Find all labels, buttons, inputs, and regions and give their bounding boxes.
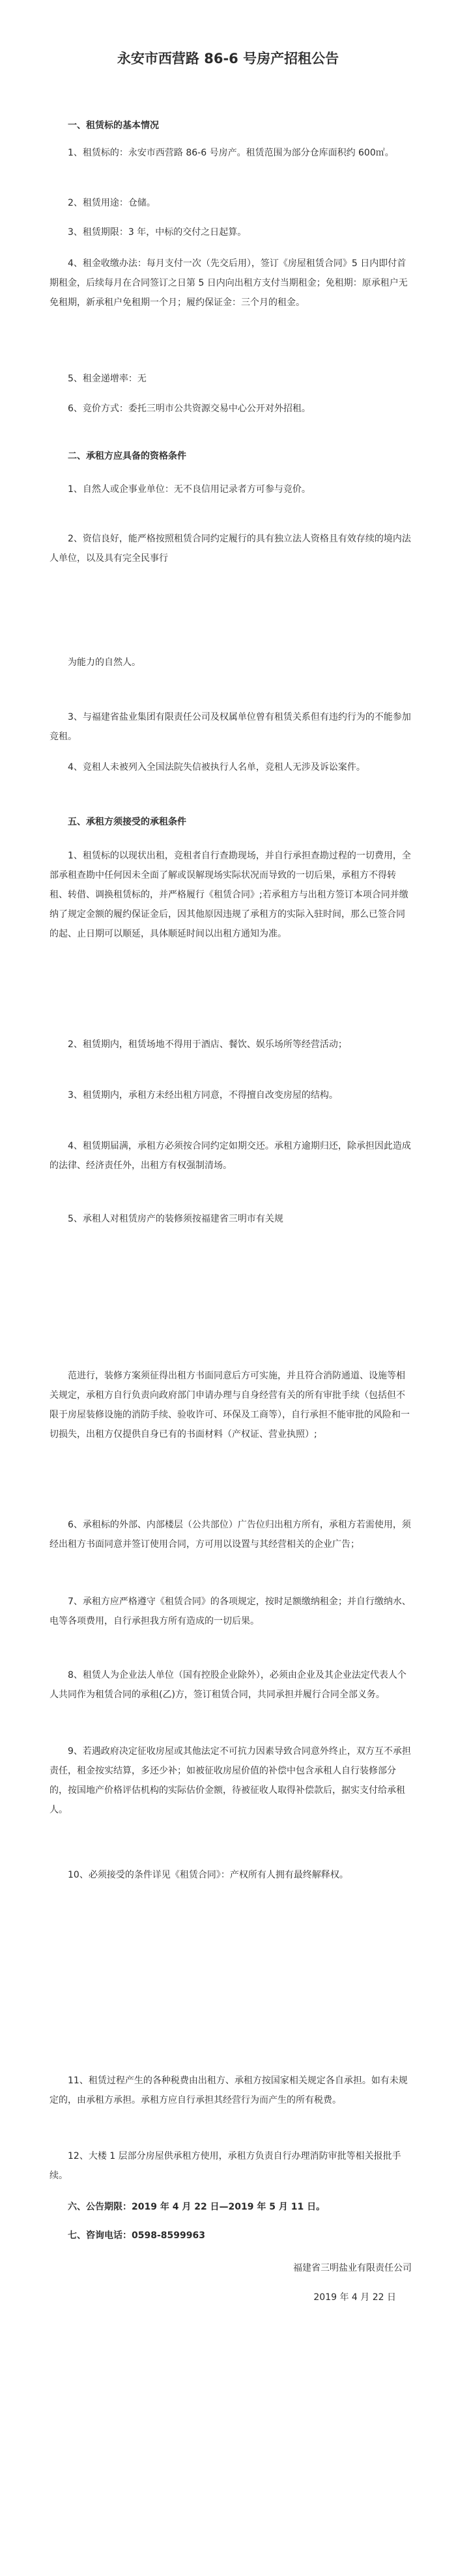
section-1-item-3: 3、租赁期限：3 年，中标的交付之日起算。 (68, 227, 247, 238)
section-5-item-2: 2、租赁期内，租赁场地不得用于酒店、餐饮、娱乐场所等经营活动； (68, 1039, 347, 1050)
section-2-item-2-continued: 为能力的自然人。 (68, 657, 141, 668)
signature-date: 2019 年 4 月 22 日 (313, 2292, 396, 2303)
section-5-item-7: 7、承租方应严格遵守《租赁合同》的各项规定，按时足额缴纳租金；并自行缴纳水、电等各项费用，自行承担我方所有造成的一切后果。 (50, 1596, 411, 1626)
section-1-item-6: 6、竞价方式：委托三明市公共资源交易中心公开对外招租。 (68, 404, 311, 414)
section-7-heading: 七、咨询电话：0598-8599963 (68, 2230, 205, 2241)
section-2-item-4: 4、竞租人未被列入全国法院失信被执行人名单，竞租人无涉及诉讼案件。 (68, 762, 365, 773)
section-2-item-1: 1、自然人或企事业单位：无不良信用记录者方可参与竞价。 (68, 484, 311, 495)
section-2-item-3: 3、与福建省盐业集团有限责任公司及权属单位曾有租赁关系但有违约行为的不能参加竞租。 (50, 712, 411, 742)
section-1-item-5: 5、租金递增率：无 (68, 374, 147, 384)
section-2-item-2: 2、资信良好，能严格按照租赁合同约定履行的具有独立法人资格且有效存续的境内法人单位，以及具有完全民事行 (50, 534, 411, 564)
section-5-item-8: 8、租赁人为企业法人单位（国有控股企业除外），必须由企业及其企业法定代表人个人共同作为租赁合同的承租(乙)方，签订租赁合同，共同承担并履行合同全部义务。 (50, 1670, 406, 1700)
section-5-item-11: 11、租赁过程产生的各种税费由出租方、承租方按国家相关规定各自承担。如有未规定的，由承租方承担。承租方应自行承担其经营行为而产生的所有税费。 (50, 2076, 408, 2105)
section-1-item-4: 4、租金收缴办法：每月支付一次（先交后用），签订《房屋租赁合同》5 日内即付首期租金，后续每月在合同签订之日第 5 日内向出租方支付当期租金；免租期：原承租户无免租期，新承租户免租期一个月；履约保证金：三个月的租金。 (50, 258, 408, 308)
section-2-heading: 二、承租方应具备的资格条件 (68, 451, 186, 461)
section-5-item-1: 1、租赁标的以现状出租，竞租者自行查勘现场，并自行承担查勘过程的一切费用，全部承租查勘中任何因未全面了解或误解现场实际状况而导致的一切后果，承租方不得转租、转借、调换租赁标的，并严格履行《租赁合同》;若承租方与出租方签订本项合同并缴纳了规定金额的履约保证金后，因其他原因违规了承租方的实际入驻时间，那么已签合同的起、止日期可以顺延，具体顺延时间以出租方通知为准。 (50, 851, 411, 939)
section-5-heading: 五、承租方须接受的承租条件 (68, 817, 186, 827)
section-1-item-1: 1、租赁标的：永安市西营路 86-6 号房产。租赁范围为部分仓库面积约 600㎡。 (68, 148, 394, 158)
signature-company: 福建省三明盐业有限责任公司 (293, 2263, 412, 2273)
section-1-item-2: 2、租赁用途：仓储。 (68, 198, 156, 208)
section-6-heading: 六、公告期限：2019 年 4 月 22 日—2019 年 5 月 11 日。 (68, 2202, 326, 2212)
section-5-item-9: 9、若遇政府决定征收房屋或其他法定不可抗力因素导致合同意外终止，双方互不承担责任，租金按实结算，多还少补；如被征收房屋价值的补偿中包含承租人自行装修部分的，按国地产价格评估机构的实际估价金额，待被征收人取得补偿款后，据实支付给承租人。 (50, 1746, 411, 1815)
section-5-item-4: 4、租赁期届满，承租方必须按合同约定如期交还。承租方逾期归还，除承担因此造成的法律、经济责任外，出租方有权强制清场。 (50, 1141, 411, 1171)
section-5-item-12: 12、大楼 1 层部分房屋供承租方使用，承租方负责自行办理消防审批等相关报批手续。 (50, 2151, 401, 2181)
section-5-item-5: 5、承租人对租赁房产的装修须按福建省三明市有关规 (68, 1214, 283, 1224)
section-5-item-5-continued: 范进行，装修方案须征得出租方书面同意后方可实施，并且符合消防通道、设施等相关规定，承租方自行负责向政府部门申请办理与自身经营有关的所有审批手续（包括但不限于房屋装修设施的消防手续、验收许可、环保及工商等），自行承担不能审批的风险和一切损失，出租方仅提供自身已有的书面材料（产权证、营业执照）; (50, 1371, 410, 1440)
section-5-item-3: 3、租赁期内，承租方未经出租方同意，不得擅自改变房屋的结构。 (68, 1090, 338, 1101)
section-1-heading: 一、租赁标的基本情况 (68, 120, 159, 131)
section-5-item-6: 6、承租标的外部、内部楼层（公共部位）广告位归出租方所有，承租方若需使用，须经出租方书面同意并签订使用合同，方可用以设置与其经营相关的企业广告； (50, 1520, 411, 1550)
section-5-item-10: 10、必须接受的条件详见《租赁合同》：产权所有人拥有最终解释权。 (68, 1870, 349, 1880)
page-title: 永安市西营路 86-6 号房产招租公告 (117, 51, 339, 66)
